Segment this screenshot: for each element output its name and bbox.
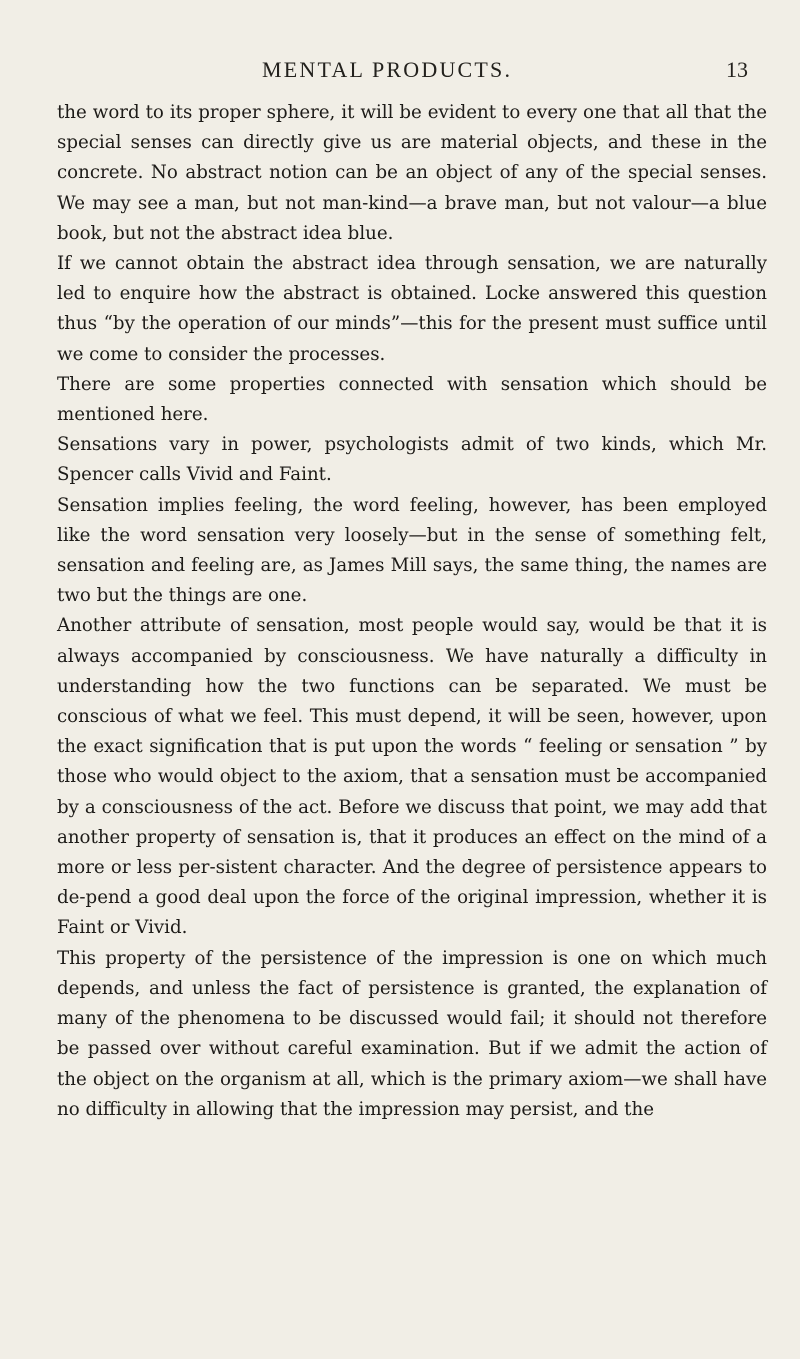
paragraph-feeling: Sensation implies feeling, the word feeling, however, has been employed like the word sensation very loosely—but in the sense of something felt, sensation and feeling are, as James Mill says, the same thing, the names are two but the things are one. — [57, 494, 767, 607]
paragraph-sensations-vary: Sensations vary in power, psychologists admit of two kinds, which Mr. Spencer calls Vivid and Faint. — [57, 434, 767, 486]
body-text — [57, 98, 767, 1125]
page-header — [0, 57, 800, 87]
paragraph-consciousness: Another attribute of sensation, most people would say, would be that it is always accompanied by consciousness. We have naturally a difficulty in understanding how the two functions can be separated. We must be conscious of what we feel. This must depend, it will be seen, however, upon the exact signification that is put upon the words “ feeling or sensation ” by those who would object to the axiom, that a sensation must be accompanied by a consciousness of the act. Before we discuss that point, we may add that another property of sensation is, that it produces an effect on the mind of a more or less per-sistent character. And the degree of persistence appears to de-pend a good deal upon the force of the original impression, whether it is Faint or Vivid. — [57, 615, 767, 939]
page-number: 13 — [726, 57, 748, 82]
paragraph-persistence: This property of the persistence of the impression is one on which much depends, and unless the fact of persistence is granted, the explanation of many of the phenomena to be discussed would fail; it should not therefore be passed over without careful examination. But if we admit the action of the object on the organism at all, which is the primary axiom—we shall have no difficulty in allowing that the impression may persist, and the — [57, 947, 767, 1120]
paragraph-abstract-idea: If we cannot obtain the abstract idea through sensation, we are naturally led to enquire how the abstract is obtained. Locke answered this question thus “by the operation of our minds”—this for the present must suffice until we come to consider the processes. — [57, 253, 767, 365]
running-head: MENTAL PRODUCTS. — [262, 57, 513, 82]
paragraph-continued: the word to its proper sphere, it will be evident to every one that all that the special senses can directly give us are material objects, and these in the concrete. No abstract notion can be an object of any of the special senses. We may see a man, but not man-kind—a brave man, but not valour—a blue book, but not the abstract idea blue. — [57, 102, 767, 244]
paragraph-properties: There are some properties connected with sensation which should be mentioned here. — [57, 373, 767, 426]
